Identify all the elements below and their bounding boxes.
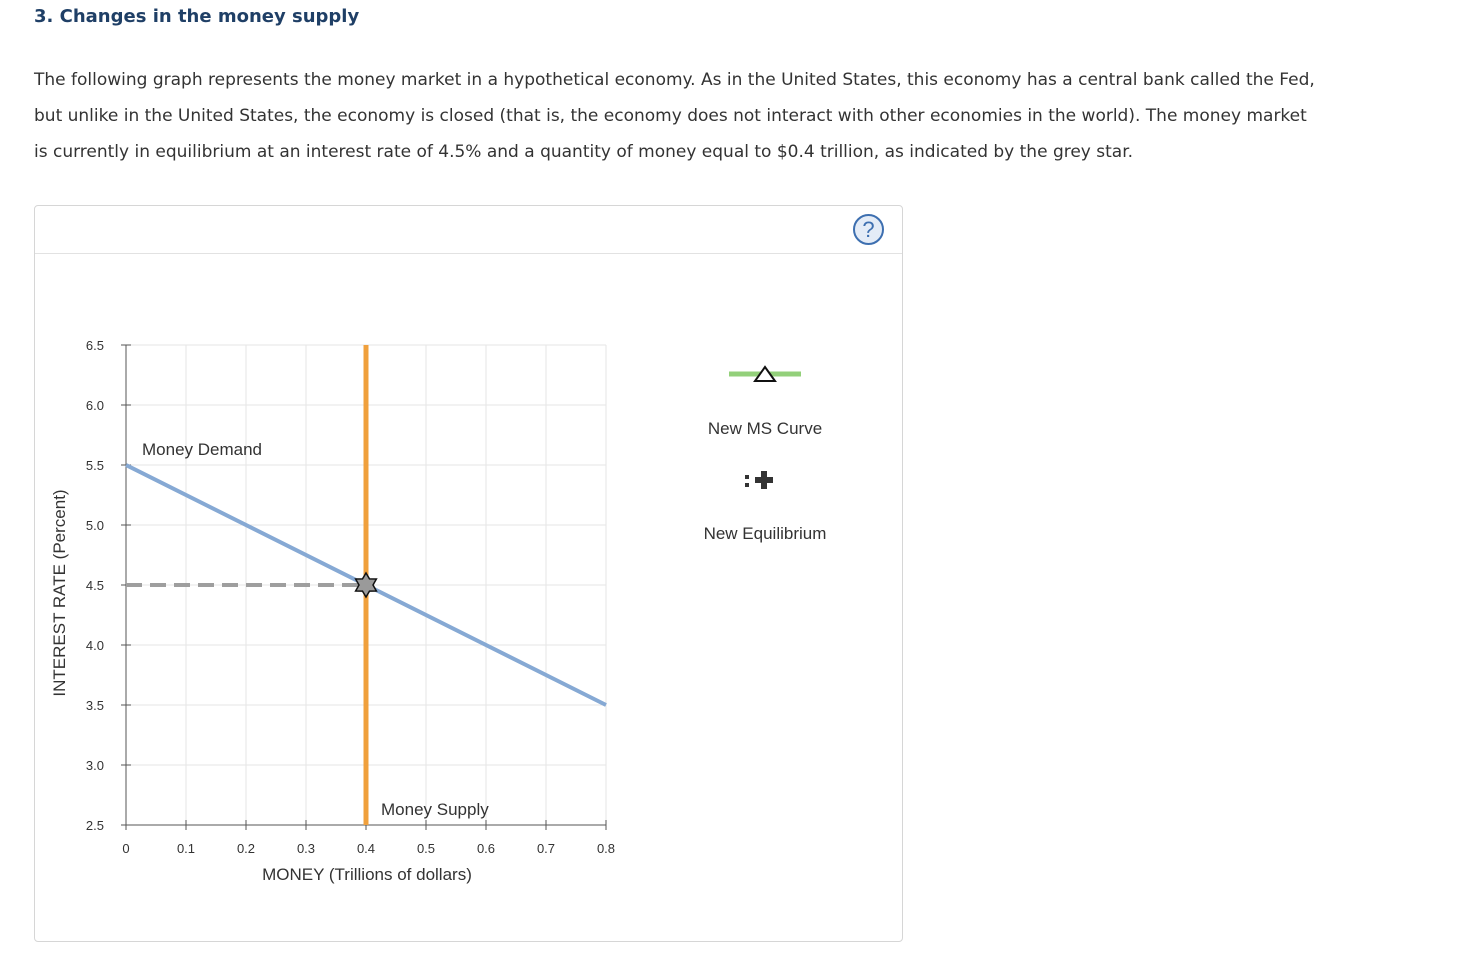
x-tick-label: 0.3 xyxy=(296,841,316,856)
new-equilibrium-label: New Equilibrium xyxy=(703,524,827,543)
y-tick-label: 4.5 xyxy=(85,578,104,593)
y-tick-label: 3.5 xyxy=(85,698,104,713)
y-tick-label: 5.5 xyxy=(85,458,104,473)
y-tick-label: 6.5 xyxy=(85,338,104,353)
section-heading: 3. Changes in the money supply xyxy=(34,6,360,27)
x-tick-label: 0.4 xyxy=(356,841,376,856)
money-demand-label: Money Demand xyxy=(142,440,263,459)
graph-panel xyxy=(34,205,903,942)
x-tick-label: 0.5 xyxy=(416,841,436,856)
y-tick-label: 6.0 xyxy=(85,398,104,413)
y-tick-label: 3.0 xyxy=(85,758,104,773)
new-equilibrium-tool-dots[interactable] xyxy=(745,475,749,479)
description-line-2: but unlike in the United States, the economy is closed (that is, the economy does not interact with other economies in the world). The money market xyxy=(34,106,1307,126)
x-tick-label: 0.6 xyxy=(476,841,496,856)
equilibrium-star[interactable] xyxy=(356,573,377,597)
new-ms-curve-label: New MS Curve xyxy=(707,419,823,438)
x-tick-label: 0.2 xyxy=(236,841,256,856)
problem-description xyxy=(34,62,1414,170)
y-tick-label: 5.0 xyxy=(85,518,104,533)
legend xyxy=(704,367,827,543)
x-tick-label: 0 xyxy=(122,841,130,856)
description-line-1: The following graph represents the money market in a hypothetical economy. As in the United States, this economy has a central bank called the Fed, xyxy=(34,70,1315,90)
money-market-chart xyxy=(35,206,902,941)
y-tick-label: 4.0 xyxy=(85,638,104,653)
x-tick-label: 0.8 xyxy=(596,841,616,856)
y-tick-label: 2.5 xyxy=(85,818,104,833)
x-axis-label: MONEY (Trillions of dollars) xyxy=(262,865,472,884)
x-tick-label: 0.1 xyxy=(176,841,196,856)
y-axis-ticks xyxy=(86,338,131,833)
money-supply-label: Money Supply xyxy=(381,800,489,819)
x-tick-label: 0.7 xyxy=(536,841,556,856)
new-equilibrium-tool-plus[interactable] xyxy=(755,471,773,489)
new-equilibrium-tool-dots[interactable] xyxy=(745,483,749,487)
description-line-3: is currently in equilibrium at an interest rate of 4.5% and a quantity of money equal to $0.4 trillion, as indicated by the grey star. xyxy=(34,142,1134,162)
y-axis-label: INTEREST RATE (Percent) xyxy=(50,489,69,697)
help-icon[interactable]: ? xyxy=(853,214,884,245)
